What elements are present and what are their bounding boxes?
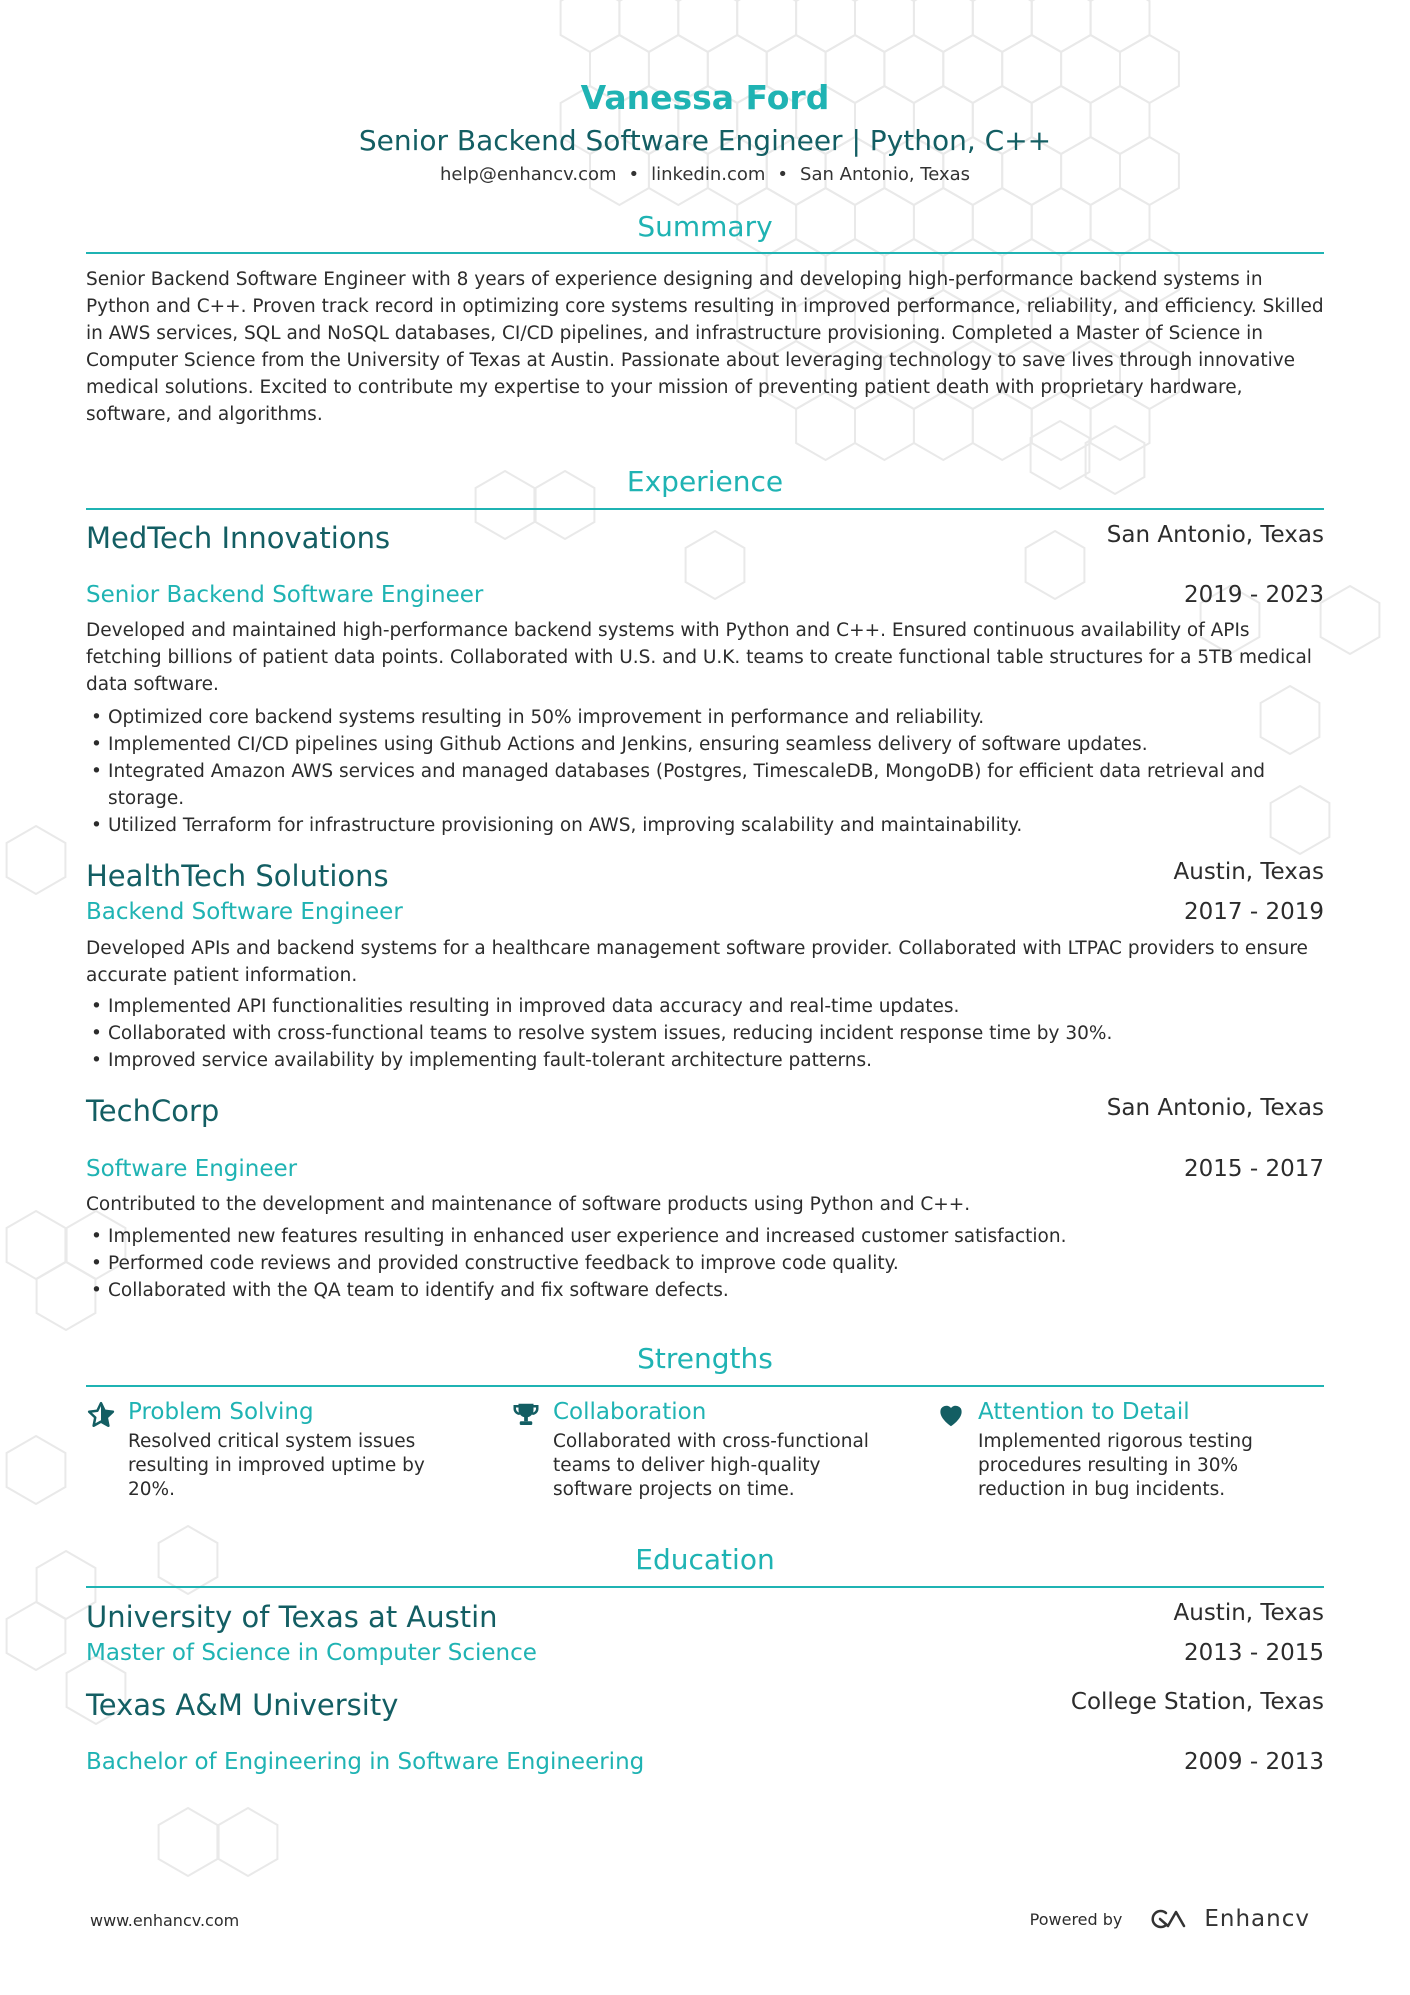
job-role: Senior Backend Software Engineer [86, 582, 484, 608]
list-item: • Implemented new features resulting in enhanced user experience and increased customer satisfaction. [86, 1223, 1326, 1250]
strengths-heading: Strengths [637, 1342, 773, 1375]
school-location: Austin, Texas [1173, 1600, 1324, 1626]
education-divider [86, 1586, 1324, 1588]
list-item: • Utilized Terraform for infrastructure provisioning on AWS, improving scalability and maintainability. [86, 812, 1326, 839]
strength-title: Collaboration [553, 1399, 707, 1425]
footer-website[interactable]: www.enhancv.com [90, 1911, 240, 1930]
degree-name: Bachelor of Engineering in Software Engineering [86, 1749, 645, 1775]
brand-name: Enhancv [1204, 1906, 1310, 1932]
school-name: University of Texas at Austin [86, 1600, 498, 1634]
job-role: Software Engineer [86, 1156, 298, 1182]
candidate-name: Vanessa Ford [580, 78, 830, 117]
job-description: Developed and maintained high-performance backend systems with Python and C++. Ensured continuous availability of APIs fetching billions of patient data points. Collaborated with U.S. and U.K. teams to create functional table structures for a 5TB medical data software. [86, 620, 1312, 695]
job-bullets [86, 1223, 1326, 1304]
strength-title: Attention to Detail [978, 1399, 1190, 1425]
school-dates: 2009 - 2013 [1184, 1749, 1324, 1775]
list-item: • Performed code reviews and provided constructive feedback to improve code quality. [86, 1250, 1326, 1277]
summary-heading: Summary [637, 210, 773, 243]
list-item: • Optimized core backend systems resulting in 50% improvement in performance and reliability. [86, 704, 1326, 731]
job-dates: 2017 - 2019 [1184, 899, 1324, 925]
strength-description: Collaborated with cross-functional teams to deliver high-quality software projects on time. [553, 1431, 869, 1500]
list-item: • Implemented CI/CD pipelines using Github Actions and Jenkins, ensuring seamless delivery of software updates. [86, 731, 1326, 758]
job-bullets [86, 704, 1326, 839]
job-company: MedTech Innovations [86, 521, 391, 555]
separator-dot: • [777, 164, 789, 185]
enhancv-logo-icon [1146, 1906, 1194, 1932]
job-dates: 2015 - 2017 [1184, 1156, 1324, 1182]
job-bullets [86, 993, 1326, 1074]
job-description: Contributed to the development and maintenance of software products using Python and C++. [86, 1194, 971, 1215]
job-company: TechCorp [86, 1094, 220, 1128]
strength-description: Resolved critical system issues resulting in improved uptime by 20%. [128, 1431, 425, 1500]
list-item: • Integrated Amazon AWS services and managed databases (Postgres, TimescaleDB, MongoDB) for efficient data retrieval and storage. [86, 758, 1326, 812]
job-location: San Antonio, Texas [1106, 1095, 1324, 1121]
school-location: College Station, Texas [1070, 1689, 1324, 1715]
heart-icon [936, 1400, 966, 1430]
job-location: Austin, Texas [1173, 859, 1324, 885]
school-name: Texas A&M University [86, 1688, 399, 1722]
trophy-icon [511, 1400, 541, 1430]
strength-description: Implemented rigorous testing procedures resulting in 30% reduction in bug incidents. [978, 1431, 1253, 1500]
school-dates: 2013 - 2015 [1184, 1640, 1324, 1666]
strength-title: Problem Solving [128, 1399, 314, 1425]
summary-divider [86, 252, 1324, 254]
list-item: • Improved service availability by implementing fault-tolerant architecture patterns. [86, 1047, 1326, 1074]
footer-branding [1030, 1902, 1310, 1936]
degree-name: Master of Science in Computer Science [86, 1640, 537, 1666]
list-item: • Collaborated with cross-functional teams to resolve system issues, reducing incident response time by 30%. [86, 1020, 1326, 1047]
powered-by-label: Powered by [1029, 1909, 1123, 1929]
resume-header [86, 74, 1324, 190]
job-dates: 2019 - 2023 [1184, 582, 1324, 608]
job-company: HealthTech Solutions [86, 859, 389, 893]
list-item: • Collaborated with the QA team to identify and fix software defects. [86, 1277, 1326, 1304]
summary-text: Senior Backend Software Engineer with 8 years of experience designing and developing high-performance backend systems in Python and C++. Proven track record in optimizing core systems resulting in improved performance, reliability, and efficiency. Skilled in AWS services, SQL and NoSQL databases, CI/CD pipelines, and infrastructure provisioning. Completed a Master of Science in Computer Science from the University of Texas at Austin. Passionate about leveraging technology to save lives through innovative medical solutions. Excited to contribute my expertise to your mission of preventing patient death with proprietary hardware, software, and algorithms. [86, 269, 1324, 425]
job-description: Developed APIs and backend systems for a healthcare management software provider. Collaborated with LTPAC providers to ensure accurate patient information. [86, 938, 1308, 986]
contact-line [86, 160, 1324, 190]
location-text: San Antonio, Texas [800, 164, 971, 185]
star-icon [86, 1400, 116, 1430]
job-role: Backend Software Engineer [86, 899, 403, 925]
strengths-divider [86, 1385, 1324, 1387]
candidate-headline: Senior Backend Software Engineer | Python, C++ [358, 124, 1052, 157]
list-item: • Implemented API functionalities resulting in improved data accuracy and real-time updates. [86, 993, 1326, 1020]
separator-dot: • [628, 164, 640, 185]
email-link[interactable]: help@enhancv.com [439, 164, 617, 185]
experience-heading: Experience [626, 465, 784, 498]
linkedin-link[interactable]: linkedin.com [651, 164, 766, 185]
job-location: San Antonio, Texas [1106, 522, 1324, 548]
education-heading: Education [635, 1543, 775, 1576]
experience-divider [86, 508, 1324, 510]
